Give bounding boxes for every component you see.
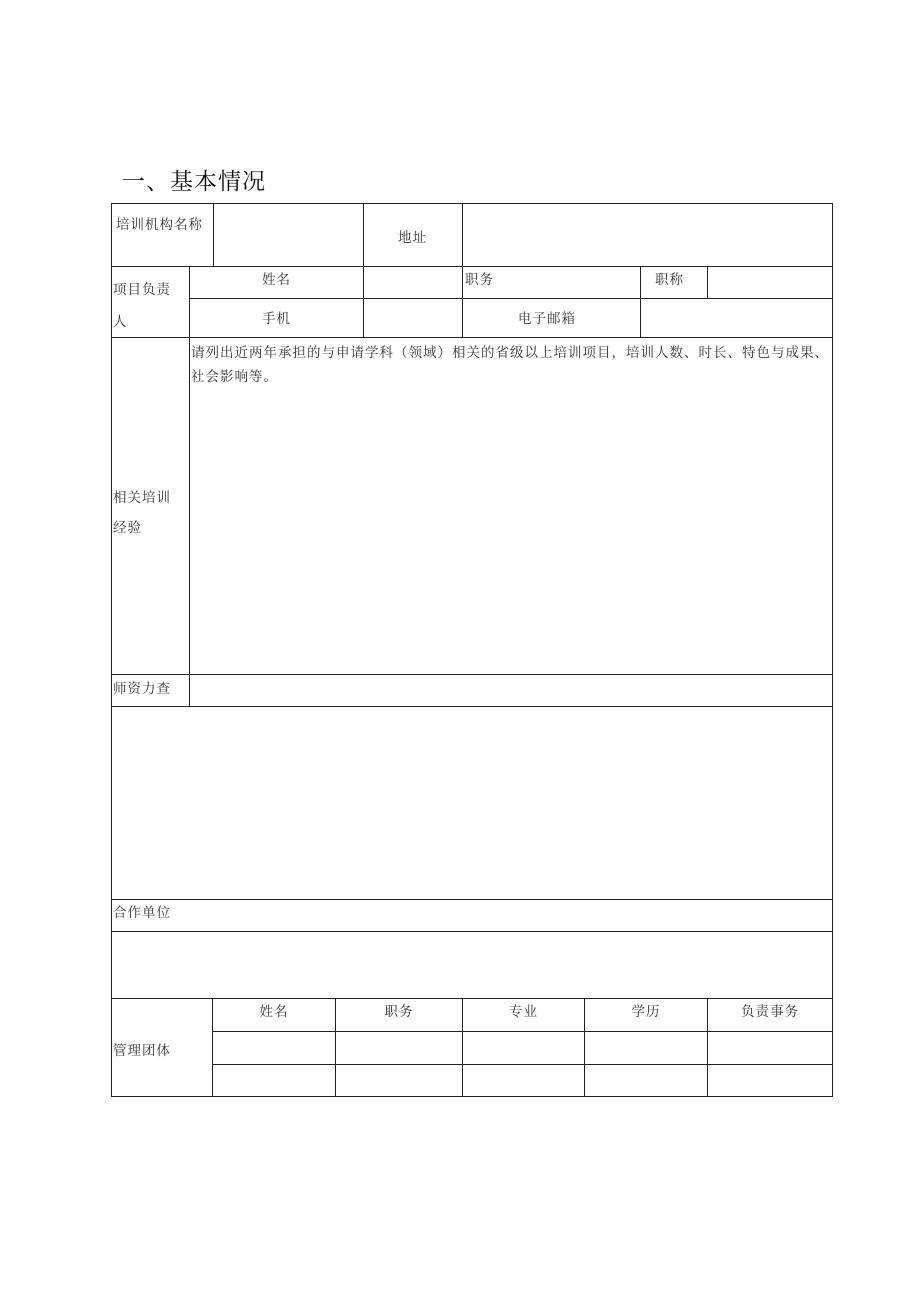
faculty-detail-field[interactable] (111, 706, 833, 900)
leader-name-field[interactable] (363, 266, 463, 299)
phone-field[interactable] (363, 298, 463, 338)
team-cell[interactable] (335, 1031, 463, 1065)
team-header-duty-text: 负责事务 (741, 1004, 799, 1020)
team-cell[interactable] (212, 1031, 336, 1065)
team-header-position-text: 职务 (384, 1004, 414, 1020)
team-header-education-text: 学历 (631, 1004, 661, 1020)
team-cell[interactable] (584, 1064, 708, 1097)
leader-label-line1: 项目负责 (113, 282, 171, 298)
partner-label-cell (111, 899, 833, 932)
address-field[interactable] (462, 203, 833, 267)
title-field[interactable] (707, 266, 833, 299)
team-cell[interactable] (212, 1064, 336, 1097)
phone-label: 手机 (262, 311, 291, 327)
team-cell[interactable] (462, 1064, 585, 1097)
mgmt-team-label: 管理团体 (113, 1043, 171, 1059)
title-label: 职称 (655, 272, 684, 288)
partner-label: 合作单位 (113, 905, 171, 921)
faculty-label: 师资力查 (113, 681, 171, 697)
experience-label-cell (111, 337, 190, 675)
team-cell[interactable] (707, 1031, 833, 1065)
address-label: 地址 (398, 230, 427, 246)
experience-label-line1: 相关培训 (113, 490, 171, 506)
partner-field[interactable] (111, 931, 833, 999)
team-header-name-text: 姓名 (259, 1004, 289, 1020)
position-label: 职务 (465, 272, 494, 288)
email-field[interactable] (640, 298, 833, 338)
org-name-label: 培训机构名称 (116, 217, 203, 233)
experience-hint: 请列出近两年承担的与申请学科（领域）相关的省级以上培训项目，培训人数、时长、特色与成果、社会影响等。 (191, 345, 829, 385)
team-cell[interactable] (584, 1031, 708, 1065)
section-title: 一、基本情况 (122, 169, 266, 195)
experience-label-line2: 经验 (113, 520, 142, 536)
faculty-field[interactable] (189, 674, 833, 707)
team-cell[interactable] (335, 1064, 463, 1097)
email-label: 电子邮箱 (518, 311, 576, 327)
leader-label-line2: 人 (113, 314, 128, 330)
org-name-field[interactable] (213, 203, 364, 267)
team-header-major-text: 专业 (509, 1004, 538, 1020)
team-cell[interactable] (462, 1031, 585, 1065)
name-label: 姓名 (262, 272, 291, 288)
team-cell[interactable] (707, 1064, 833, 1097)
